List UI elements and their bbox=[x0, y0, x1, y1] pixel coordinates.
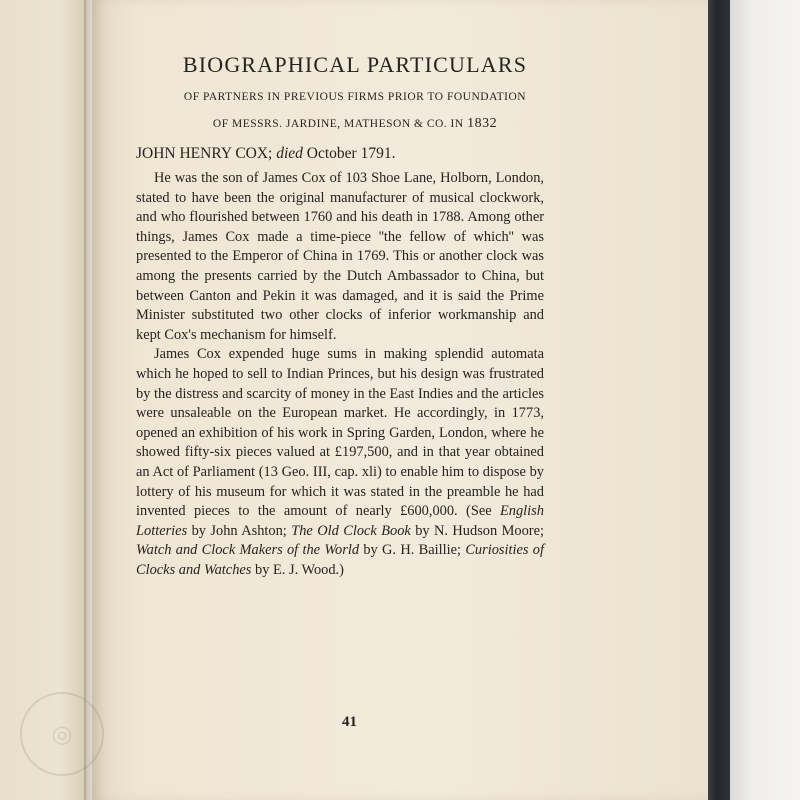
page-subtitle-line2 bbox=[136, 115, 544, 133]
reference-1-author: by John Ashton; bbox=[191, 522, 287, 539]
entry-heading bbox=[136, 145, 544, 163]
reference-3-title: Watch and Clock Makers of the World bbox=[136, 542, 360, 559]
reference-4-author: by E. J. Wood.) bbox=[255, 561, 344, 578]
book-cover-board bbox=[708, 0, 730, 800]
reference-1-title: English Lotteries bbox=[136, 503, 544, 539]
seal-watermark: ◎ bbox=[20, 692, 104, 776]
reference-4-title: Curiosities of Clocks and Watches bbox=[136, 542, 544, 578]
subtitle-firm: OF MESSRS. JARDINE, MATHESON & CO. IN bbox=[212, 118, 464, 130]
table-surface bbox=[730, 0, 800, 800]
page-number: 41 bbox=[342, 714, 357, 730]
entry-died-date: October 1791. bbox=[306, 145, 396, 162]
entry-died-label: died bbox=[276, 145, 303, 162]
reference-2-author: by N. Hudson Moore; bbox=[415, 522, 544, 539]
subtitle-year: 1832 bbox=[467, 116, 498, 131]
page-title: BIOGRAPHICAL PARTICULARS bbox=[182, 52, 528, 77]
entry-name: JOHN HENRY COX; bbox=[136, 145, 273, 162]
page-text bbox=[136, 52, 544, 580]
reference-3-author: by G. H. Baillie; bbox=[363, 542, 461, 559]
paragraph-1: He was the son of James Cox of 103 Shoe Lane, Holborn, London, stated to have been the original manufacturer of musical clockwork, and who flourished between 1760 and his death in 1788. Among other things, James Cox made a time-piece ''the fellow of which'' was presented to the Emperor of China in 1769. This or another clock was among the presents carried by the Dutch Ambassador to China, but between Canton and Pekin it was damaged, and it is said the Prime Minister substituted two other clocks of inferior workmanship and kept Cox's mechanism for himself. bbox=[136, 170, 544, 343]
paragraph-2-body: James Cox expended huge sums in making splendid automata which he hoped to sell to Indian Princes, but his design was frustrated by the distress and scarcity of money in the East Indies and the articles were unsaleable on the European market. He accordingly, in 1773, opened an exhibition of his work in Spring Garden, London, where he showed fifty-six pieces valued at £197,500, and in that year obtained an Act of Parliament (13 Geo. III, cap. xli) to enable him to dispose by lottery of his museum for which it was stated in the preamble he had invented pieces to the amount of nearly £600,000. (See bbox=[136, 346, 544, 520]
paragraph-2 bbox=[136, 345, 544, 580]
page-subtitle-line1: OF PARTNERS IN PREVIOUS FIRMS PRIOR TO FOUNDATION bbox=[183, 91, 527, 103]
reference-2-title: The Old Clock Book bbox=[291, 522, 411, 539]
left-page bbox=[0, 0, 86, 800]
